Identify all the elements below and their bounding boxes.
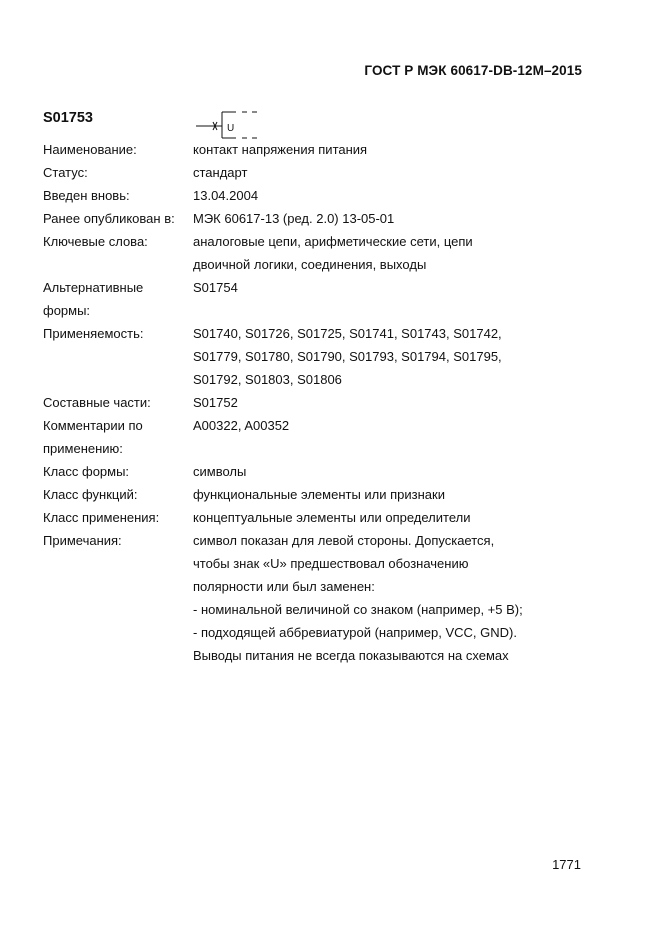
attribute-row xyxy=(43,230,543,276)
attribute-value-line: - номинальной величиной со знаком (например, +5 В); xyxy=(193,602,523,617)
attribute-value xyxy=(193,506,543,529)
attribute-value xyxy=(193,322,543,391)
attribute-value-line: МЭК 60617-13 (ред. 2.0) 13-05-01 xyxy=(193,211,395,226)
attribute-value xyxy=(193,207,543,230)
attribute-label xyxy=(43,460,193,483)
attribute-value-line: стандарт xyxy=(193,165,248,180)
attribute-label-line: Примечания: xyxy=(43,533,122,548)
attribute-label xyxy=(43,391,193,414)
attribute-value-line: функциональные элементы или признаки xyxy=(193,487,445,502)
attribute-label-line: Комментарии по xyxy=(43,418,143,433)
attribute-label-line: применению: xyxy=(43,441,123,456)
attribute-value-line: S01779, S01780, S01790, S01793, S01794, S01795, xyxy=(193,349,502,364)
attribute-value xyxy=(193,184,543,207)
attribute-row xyxy=(43,207,543,230)
attribute-value-line: двоичной логики, соединения, выходы xyxy=(193,257,427,272)
attribute-value xyxy=(193,391,543,414)
attribute-label xyxy=(43,138,193,161)
attribute-value-line: контакт напряжения питания xyxy=(193,142,368,157)
attribute-label-line: Составные части: xyxy=(43,395,151,410)
attribute-label xyxy=(43,276,193,322)
symbol-letter: U xyxy=(227,123,235,134)
attribute-value-line: полярности или был заменен: xyxy=(193,579,375,594)
attribute-value xyxy=(193,460,543,483)
attribute-value-line: - подходящей аббревиатурой (например, VCC, GND). xyxy=(193,625,517,640)
attribute-row xyxy=(43,184,543,207)
attribute-list xyxy=(43,138,543,667)
attribute-value-line: концептуальные элементы или определители xyxy=(193,510,471,525)
attribute-value-line: S01754 xyxy=(193,280,238,295)
attribute-label xyxy=(43,483,193,506)
attribute-label xyxy=(43,529,193,667)
attribute-value xyxy=(193,230,543,276)
attribute-value-line: чтобы знак «U» предшествовал обозначению xyxy=(193,556,469,571)
attribute-value-line: Выводы питания не всегда показываются на схемах xyxy=(193,648,509,663)
attribute-row xyxy=(43,138,543,161)
attribute-label-line: Класс функций: xyxy=(43,487,138,502)
attribute-value xyxy=(193,161,543,184)
attribute-label xyxy=(43,506,193,529)
attribute-label-line: Класс применения: xyxy=(43,510,160,525)
attribute-label xyxy=(43,161,193,184)
attribute-label-line: Класс формы: xyxy=(43,464,130,479)
attribute-label xyxy=(43,184,193,207)
attribute-value xyxy=(193,529,543,667)
attribute-value xyxy=(193,414,543,460)
attribute-row xyxy=(43,529,543,667)
supply-voltage-contact-symbol-icon xyxy=(196,110,266,140)
attribute-label xyxy=(43,414,193,460)
attribute-label xyxy=(43,322,193,391)
attribute-label-line: Наименование: xyxy=(43,142,137,157)
attribute-row xyxy=(43,414,543,460)
attribute-value-line: аналоговые цепи, арифметические сети, цепи xyxy=(193,234,473,249)
attribute-row xyxy=(43,161,543,184)
attribute-label-line: Ключевые слова: xyxy=(43,234,148,249)
attribute-row xyxy=(43,391,543,414)
attribute-label-line: Введен вновь: xyxy=(43,188,130,203)
attribute-label-line: формы: xyxy=(43,303,91,318)
attribute-value-line: символы xyxy=(193,464,247,479)
attribute-value-line: S01740, S01726, S01725, S01741, S01743, S01742, xyxy=(193,326,502,341)
page-number: 1771 xyxy=(552,857,581,872)
document-header: ГОСТ Р МЭК 60617-DB-12M–2015 xyxy=(364,63,582,78)
attribute-value-line: символ показан для левой стороны. Допускается, xyxy=(193,533,495,548)
attribute-value-line: S01752 xyxy=(193,395,238,410)
attribute-row xyxy=(43,483,543,506)
symbol-code: S01753 xyxy=(43,110,93,126)
attribute-value-line: A00322, A00352 xyxy=(193,418,290,433)
attribute-row xyxy=(43,276,543,322)
attribute-label-line: Статус: xyxy=(43,165,88,180)
attribute-value xyxy=(193,483,543,506)
attribute-value-line: S01792, S01803, S01806 xyxy=(193,372,342,387)
attribute-label-line: Альтернативные xyxy=(43,280,144,295)
attribute-value-line: 13.04.2004 xyxy=(193,188,259,203)
attribute-value xyxy=(193,276,543,322)
attribute-label-line: Ранее опубликован в: xyxy=(43,211,175,226)
attribute-label xyxy=(43,230,193,276)
attribute-row xyxy=(43,322,543,391)
attribute-row xyxy=(43,460,543,483)
attribute-label-line: Применяемость: xyxy=(43,326,144,341)
attribute-row xyxy=(43,506,543,529)
attribute-value xyxy=(193,138,543,161)
attribute-label xyxy=(43,207,193,230)
